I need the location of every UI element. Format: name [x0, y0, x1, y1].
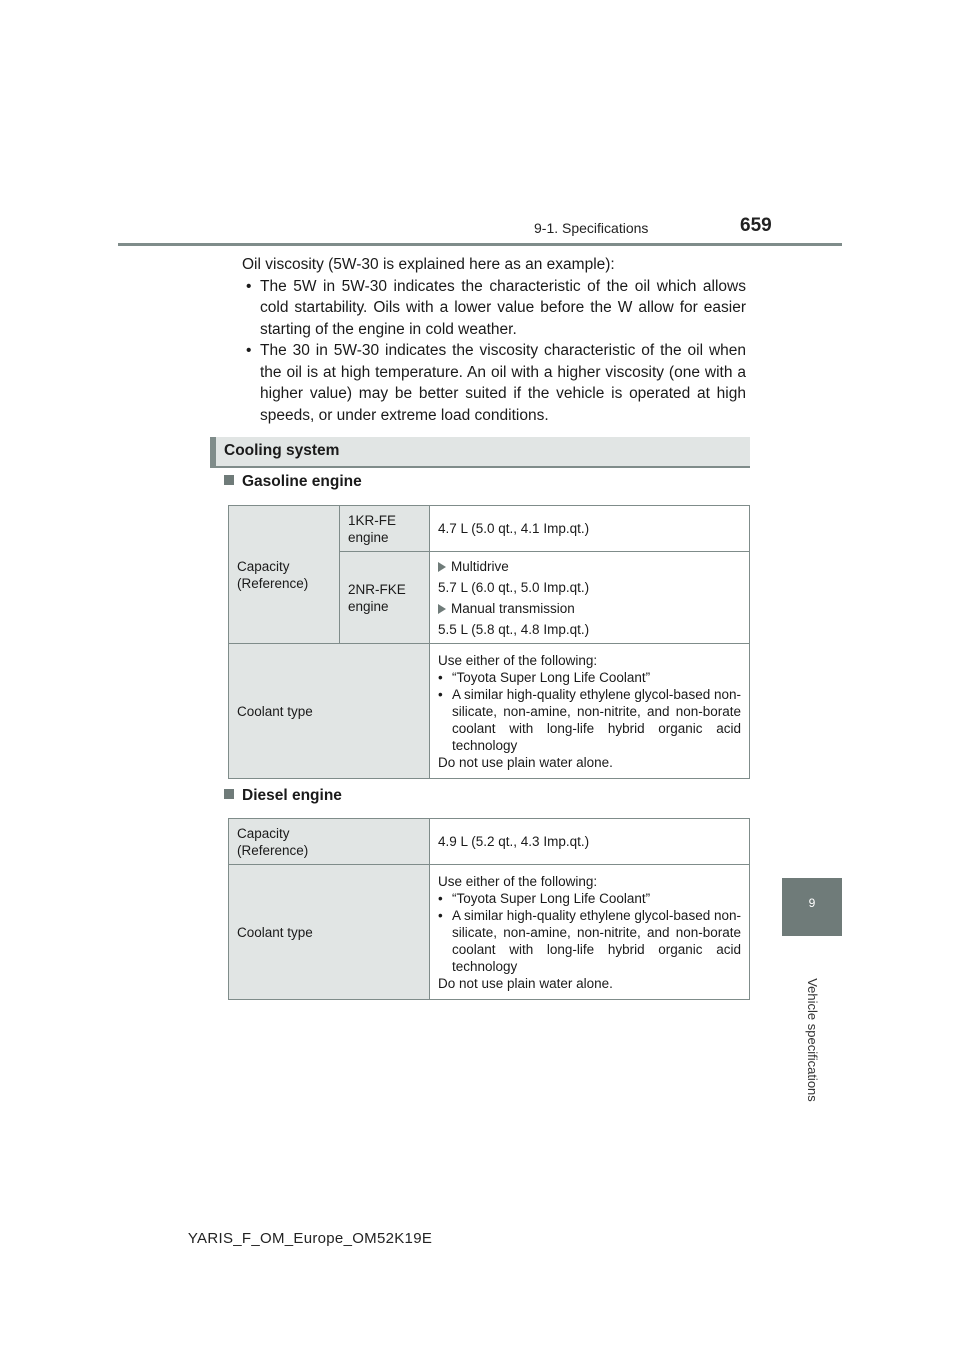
- coolant-type-value: [430, 644, 750, 779]
- bullet-mark: •: [246, 277, 252, 295]
- section-heading-bar: [210, 437, 750, 466]
- diesel-engine-heading-text: Diesel engine: [242, 787, 342, 804]
- chapter-tab-number: 9: [808, 896, 816, 910]
- header-section-title: 9-1. Specifications: [534, 220, 649, 236]
- gasoline-cooling-table: [228, 505, 750, 779]
- bullet-mark: •: [246, 342, 252, 359]
- coolant-intro: Use either of the following:: [438, 873, 598, 889]
- coolant-option: A similar high-quality ethylene glycol-based non-silicate, non-amine, non-nitrite, and non-borate coolant with long-life hybrid organic acid technology: [452, 686, 741, 753]
- coolant-option: “Toyota Super Long Life Coolant”: [452, 669, 651, 685]
- square-bullet-icon: [224, 789, 234, 799]
- engine-2nr-fke-capacity: [430, 552, 750, 644]
- bullet-mark: •: [438, 669, 443, 685]
- coolant-note: Do not use plain water alone.: [438, 754, 613, 770]
- coolant-type-value: [430, 865, 750, 1000]
- table-row: [229, 865, 750, 1000]
- engine-2nr-fke-label: 2NR-FKE engine: [340, 552, 430, 644]
- capacity-label: Capacity (Reference): [229, 819, 430, 865]
- table-row: [229, 819, 750, 865]
- coolant-type-label: Coolant type: [229, 644, 430, 779]
- oil-viscosity-explanation: [242, 254, 746, 426]
- coolant-note: Do not use plain water alone.: [438, 975, 613, 991]
- diesel-cooling-table: [228, 818, 750, 1000]
- table-row: [229, 506, 750, 552]
- section-title: Cooling system: [224, 442, 340, 459]
- bullet-text: The 5W in 5W-30 indicates the characteristic of the oil which allows cold startability. Oils with a lower value before the W allow for easier starting of the engine in cold weather.: [260, 277, 746, 338]
- gasoline-engine-heading-text: Gasoline engine: [242, 473, 362, 490]
- coolant-option: “Toyota Super Long Life Coolant”: [452, 890, 651, 906]
- table-row: [229, 644, 750, 779]
- engine-1kr-fe-label: 1KR-FE engine: [340, 506, 430, 552]
- gasoline-engine-heading: [224, 473, 362, 491]
- option-manual-transmission: Manual transmission: [451, 600, 575, 616]
- capacity-manual-transmission: 5.5 L (5.8 qt., 4.8 Imp.qt.): [438, 621, 590, 637]
- coolant-option: A similar high-quality ethylene glycol-based non-silicate, non-amine, non-nitrite, and non-borate coolant with long-life hybrid organic acid technology: [452, 907, 741, 974]
- page-number: 659: [740, 215, 772, 236]
- diesel-engine-heading: [224, 787, 342, 805]
- engine-1kr-fe-capacity: 4.7 L (5.0 qt., 4.1 Imp.qt.): [430, 506, 750, 552]
- triangle-right-icon: [438, 562, 446, 572]
- document-footer-code: YARIS_F_OM_Europe_OM52K19E: [187, 1230, 433, 1247]
- bullet-mark: •: [438, 686, 443, 702]
- chapter-tab[interactable]: [782, 878, 842, 936]
- intro-lead: Oil viscosity (5W-30 is explained here as an example):: [242, 256, 615, 273]
- section-underline: [210, 466, 750, 468]
- bullet-text: The 30 in 5W-30 indicates the viscosity characteristic of the oil when the oil is at high temperature. An oil with a higher viscosity (one with a higher value) may be better suited if the vehicle is operated at high speeds, or under extreme load conditions.: [260, 342, 746, 424]
- option-multidrive: Multidrive: [451, 558, 509, 574]
- section-accent: [210, 437, 216, 466]
- bullet-mark: •: [438, 890, 443, 906]
- coolant-type-label: Coolant type: [229, 865, 430, 1000]
- coolant-intro: Use either of the following:: [438, 652, 598, 668]
- capacity-label: Capacity (Reference): [229, 506, 340, 644]
- square-bullet-icon: [224, 475, 234, 485]
- intro-bullet: [242, 340, 746, 426]
- bullet-mark: •: [438, 907, 443, 923]
- triangle-right-icon: [438, 604, 446, 614]
- intro-bullet: [242, 276, 746, 341]
- header-divider: [118, 243, 842, 246]
- capacity-multidrive: 5.7 L (6.0 qt., 5.0 Imp.qt.): [438, 579, 590, 595]
- chapter-tab-label: Vehicle specifications: [805, 978, 820, 1102]
- diesel-capacity-value: 4.9 L (5.2 qt., 4.3 Imp.qt.): [430, 819, 750, 865]
